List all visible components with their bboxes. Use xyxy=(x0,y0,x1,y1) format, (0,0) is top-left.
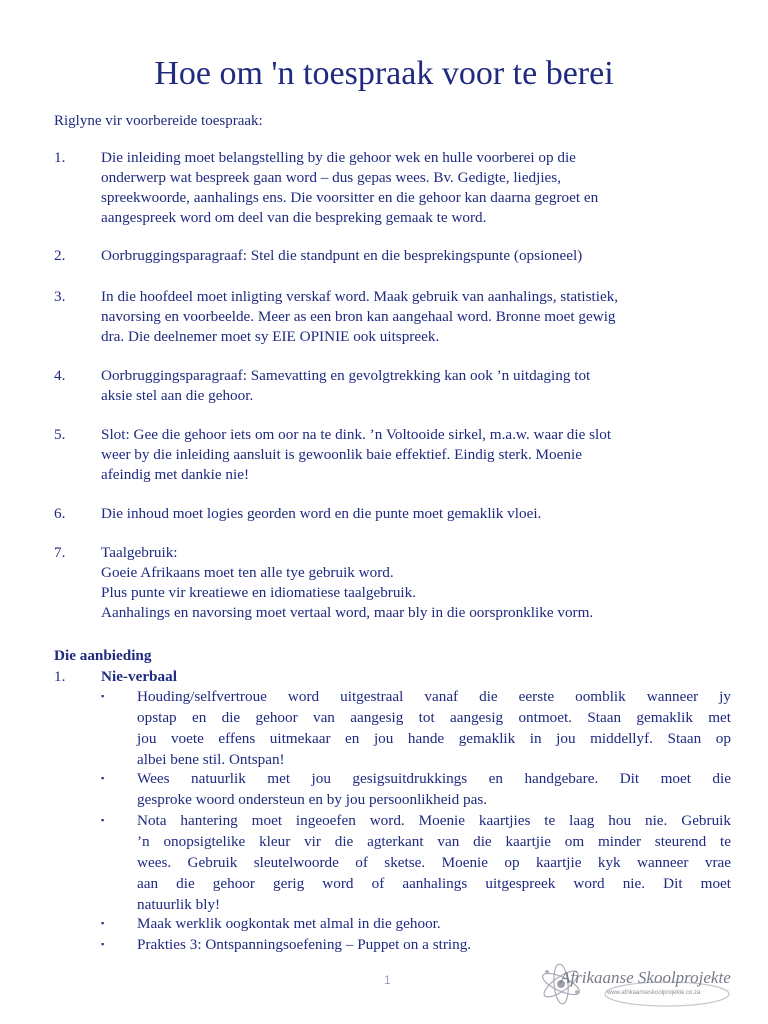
text-line: Goeie Afrikaans moet ten alle tye gebruik word. xyxy=(101,564,394,581)
text-line: Oorbruggingsparagraaf: Stel die standpunt en die besprekingspunte (opsioneel) xyxy=(101,247,583,264)
text-line: Wees natuurlik met jou gesigsuitdrukkings en handgebare. Dit moet die xyxy=(137,770,731,787)
text-line: aan die gehoor gerig word of aanhalings uitgespreek word nie. Dit moet xyxy=(137,875,731,892)
text-line: aangespreek word om deel van die bespreking gemaak te word. xyxy=(101,209,487,226)
bullet-text xyxy=(137,934,731,955)
page-number: 1 xyxy=(384,973,391,987)
list-item-text xyxy=(101,148,734,228)
sub-heading: Nie-verbaal xyxy=(101,668,177,685)
bullet-icon: ▪ xyxy=(101,939,105,949)
bullet-text xyxy=(137,810,731,915)
text-line: Prakties 3: Ontspanningsoefening – Puppet on a string. xyxy=(137,936,472,953)
text-line: navorsing en voorbeelde. Meer as een bron kan aangehaal word. Bronne moet gewig xyxy=(101,308,616,325)
bullet-text xyxy=(137,913,731,934)
text-line: albei bene stil. Ontspan! xyxy=(137,751,285,768)
bullet-text xyxy=(137,768,731,810)
text-line: opstap en die gehoor van aangesig tot aangesig ontmoet. Staan gemaklik met xyxy=(137,709,731,726)
list-item-text xyxy=(101,246,734,266)
text-line: gesproke woord ondersteun en by jou persoonlikheid pas. xyxy=(137,791,488,808)
logo-url: www.afrikaanseskoolprojekte.co.za xyxy=(607,990,701,996)
intro-text: Riglyne vir voorbereide toespraak: xyxy=(54,113,263,129)
bullet-text xyxy=(137,686,731,770)
logo-text: Afrikaanse Skoolprojekte xyxy=(560,968,731,987)
list-item-text xyxy=(101,366,734,406)
list-number: 6. xyxy=(54,505,66,522)
text-line: natuurlik bly! xyxy=(137,896,221,913)
text-line: Slot: Gee die gehoor iets om oor na te dink. ’n Voltooide sirkel, m.a.w. waar die slot xyxy=(101,426,612,443)
bullet-icon: ▪ xyxy=(101,918,105,928)
bullet-icon: ▪ xyxy=(101,691,105,701)
bullet-icon: ▪ xyxy=(101,815,105,825)
page-title: Hoe om 'n toespraak voor te berei xyxy=(154,55,614,92)
text-line: Nota hantering moet ingeoefen word. Moenie kaartjies te laag hou nie. Gebruik xyxy=(137,812,731,829)
text-line: jou voete effens uitmekaar en jou hande gemaklik in jou middellyf. Staan op xyxy=(137,730,731,747)
text-line: Oorbruggingsparagraaf: Samevatting en gevolgtrekking kan ook ’n uitdaging tot xyxy=(101,367,591,384)
text-line: ’n onopsigtelike kleur vir die agterkant van die kaartjie om minder steurend te xyxy=(137,833,731,850)
text-line: Aanhalings en navorsing moet vertaal word, maar bly in die oorspronklike vorm. xyxy=(101,604,594,621)
text-line: aksie stel aan die gehoor. xyxy=(101,387,254,404)
list-number: 5. xyxy=(54,426,66,443)
text-line: spreekwoorde, aanhalings ens. Die voorsitter en die gehoor kan daarna gegroet en xyxy=(101,189,599,206)
list-item-text xyxy=(101,425,734,485)
text-line: afeindig met dankie nie! xyxy=(101,466,250,483)
text-line: wees. Gebruik sleutelwoorde of sketse. Moenie op kaartjie kyk wanneer vrae xyxy=(137,854,731,871)
list-number: 7. xyxy=(54,544,66,561)
list-item-text xyxy=(101,287,734,347)
text-line: Die inhoud moet logies georden word en die punte moet gemaklik vloei. xyxy=(101,505,542,522)
text-line: weer by die inleiding aansluit is gewoonlik baie effektief. Eindig sterk. Moenie xyxy=(101,446,582,463)
text-line: Taalgebruik: xyxy=(101,544,178,561)
text-line: Die inleiding moet belangstelling by die gehoor wek en hulle voorberei op die xyxy=(101,149,576,166)
text-line: dra. Die deelnemer moet sy EIE OPINIE ook uitspreek. xyxy=(101,328,440,345)
text-line: In die hoofdeel moet inligting verskaf word. Maak gebruik van aanhalings, statistiek, xyxy=(101,288,619,305)
list-number: 1. xyxy=(54,149,66,166)
list-number: 4. xyxy=(54,367,66,384)
list-item-text xyxy=(101,543,734,623)
list-item-text xyxy=(101,504,734,524)
section-heading: Die aanbieding xyxy=(54,647,152,664)
text-line: Maak werklik oogkontak met almal in die gehoor. xyxy=(137,915,441,932)
list-number: 2. xyxy=(54,247,66,264)
sub-list-number: 1. xyxy=(54,668,66,685)
list-number: 3. xyxy=(54,288,66,305)
text-line: Plus punte vir kreatiewe en idiomatiese taalgebruik. xyxy=(101,584,417,601)
logo xyxy=(537,960,737,1012)
bullet-icon: ▪ xyxy=(101,773,105,783)
text-line: Houding/selfvertroue word uitgestraal vanaf die eerste oomblik wanneer jy xyxy=(137,688,731,705)
text-line: onderwerp wat bespreek gaan word – dus gepas wees. Bv. Gedigte, liedjies, xyxy=(101,169,561,186)
